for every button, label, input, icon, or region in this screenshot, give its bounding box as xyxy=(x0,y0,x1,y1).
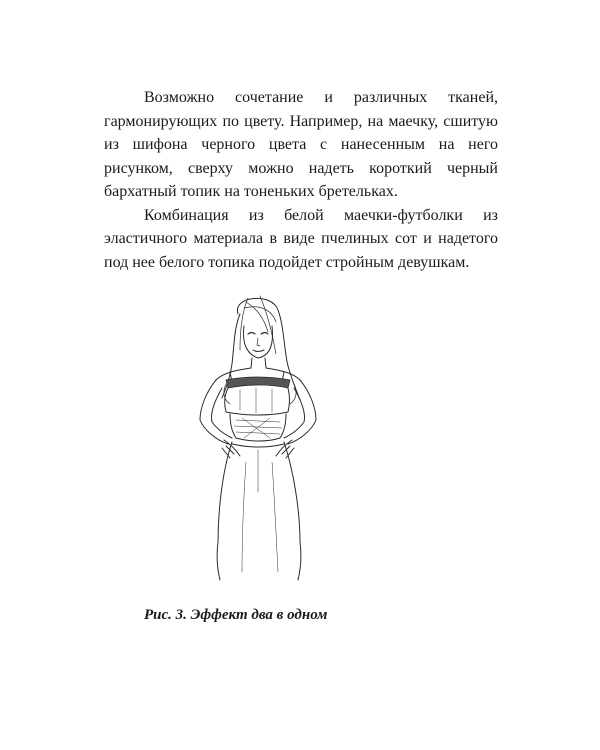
eyes xyxy=(248,333,268,335)
figure-caption: Рис. 3. Эффект два в одном xyxy=(144,607,328,623)
nose xyxy=(257,338,260,346)
neck xyxy=(251,358,266,368)
body-text xyxy=(104,86,498,274)
face-outline xyxy=(244,326,273,358)
mouth xyxy=(253,350,264,352)
top-body xyxy=(225,388,290,415)
skirt-waist xyxy=(232,444,284,447)
woman-sketch-illustration xyxy=(160,292,360,582)
top-lines xyxy=(240,388,272,413)
skirt-outline xyxy=(217,442,301,580)
midriff-shading xyxy=(234,418,282,438)
paragraph-2: Комбинация из белой маечки-футболки из эластичного материала в виде пчелиных сот и надетого под нее белого топика подойдет стройным девушкам. xyxy=(104,206,498,271)
skirt-folds xyxy=(242,450,278,572)
top-band xyxy=(226,377,290,388)
paragraph-1: Возможно сочетание и различных тканей, гармонирующих по цвету. Например, на маечку, сшитую из шифона черного цвета с нанесенным на него рисунком, сверху можно надеть короткий черный бархатный топик на тоненьких бретельках. xyxy=(104,89,498,200)
